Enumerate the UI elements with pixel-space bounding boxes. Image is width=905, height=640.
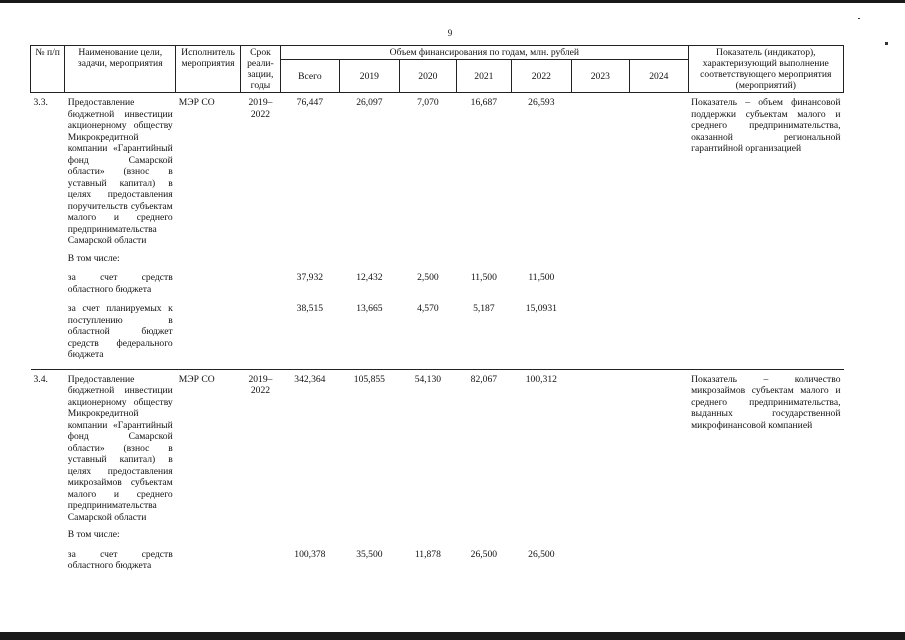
subrow-total: 100,378 <box>294 548 326 560</box>
scan-border-bottom <box>0 632 905 640</box>
scan-speck <box>885 42 888 45</box>
header-executor: Исполнитель мероприятия <box>176 46 241 93</box>
row-indicator: Показатель – объем финансовой поддержки субъектам малого и среднего предпринимательства, оказанной региональной гарантийной организацией <box>688 93 843 247</box>
row-note: В том числе: <box>67 252 120 264</box>
subrow-2019: 13,665 <box>356 303 383 314</box>
subrow-total: 38,515 <box>296 303 324 314</box>
subrow-2019: 12,432 <box>356 272 383 283</box>
subrow-name: за счет планируемых к поступлению в областной бюджет средств федерального бюджета <box>67 303 173 360</box>
header-year-2023: 2023 <box>571 60 630 93</box>
subrow-2019: 35,500 <box>356 548 383 560</box>
table-row <box>31 303 844 369</box>
row-note: В том числе: <box>67 529 120 540</box>
table-row <box>31 369 844 523</box>
table-row <box>31 549 844 580</box>
subrow-total: 37,932 <box>296 272 324 283</box>
header-year-2022: 2022 <box>512 60 572 93</box>
scan-speck <box>858 18 860 19</box>
row-2023 <box>571 93 630 247</box>
row-2019: 26,097 <box>339 93 400 247</box>
subrow-2022: 26,500 <box>528 548 555 560</box>
row-2024 <box>630 93 689 247</box>
header-year-2019: 2019 <box>339 60 400 93</box>
header-year-2020: 2020 <box>400 60 456 93</box>
header-num: № п/п <box>31 46 65 93</box>
header-year-2021: 2021 <box>456 60 511 93</box>
row-2020: 54,130 <box>400 369 456 523</box>
subrow-2020: 4,570 <box>417 303 439 314</box>
header-period: Срок реали- зации, годы <box>240 46 280 93</box>
header-total: Всего <box>281 60 340 93</box>
page-number: 9 <box>447 28 453 38</box>
row-2021: 82,067 <box>456 369 511 523</box>
subrow-2021: 11,500 <box>470 272 497 283</box>
table-row <box>31 93 844 247</box>
row-2019: 105,855 <box>339 369 400 523</box>
subrow-2021: 5,187 <box>473 303 495 314</box>
header-year-2024: 2024 <box>630 60 689 93</box>
row-2020: 7,070 <box>400 93 456 247</box>
subrow-name: за счет средств областного бюджета <box>67 272 173 295</box>
subrow-2022: 15,0931 <box>525 303 557 314</box>
table-header <box>31 46 844 93</box>
table-row <box>31 272 844 303</box>
row-number: 3.3. <box>31 93 65 247</box>
row-executor: МЭР СО <box>176 369 241 523</box>
subrow-2020: 2,500 <box>417 272 439 283</box>
scan-border-top <box>0 0 905 3</box>
table-row <box>31 247 844 273</box>
header-funding: Объем финансирования по годам, млн. рублей <box>281 46 688 60</box>
row-period: 2019–2022 <box>240 93 280 247</box>
table-row <box>31 523 844 549</box>
header-name: Наименование цели, задачи, мероприятия <box>65 46 176 93</box>
row-2023 <box>571 369 630 523</box>
subrow-2021: 26,500 <box>470 548 498 560</box>
row-2021: 16,687 <box>456 93 511 247</box>
row-total: 76,447 <box>281 93 340 247</box>
row-2022: 26,593 <box>512 93 572 247</box>
subrow-2022: 11,500 <box>528 272 555 283</box>
row-executor: МЭР СО <box>176 93 241 247</box>
subrow-2020: 11,878 <box>414 548 441 560</box>
row-name: Предоставление бюджетной инвестиции акционерному обществу Микрокредитной компании «Гарантийный фонд Самарской области» (взнос в уставный капитал) в целях предоставления микрозаймов субъектам малого и среднего предпринимательства Самарской области <box>65 369 176 523</box>
header-indicator: Показатель (индикатор), характеризующий выполнение соответствующего мероприятия (мероприятий) <box>688 46 843 93</box>
row-indicator: Показатель – количество микрозаймов субъектам малого и среднего предпринимательства, выданных государственной микрофинансовой компанией <box>688 369 843 523</box>
row-total: 342,364 <box>281 369 340 523</box>
row-2022: 100,312 <box>512 369 572 523</box>
funding-table <box>30 45 844 580</box>
row-name: Предоставление бюджетной инвестиции акционерному обществу Микрокредитной компании «Гарантийный фонд Самарской области» (взнос в уставный капитал) в целях предоставления поручительств субъектам малого и среднего предпринимательства Самарской области <box>65 93 176 247</box>
row-period: 2019–2022 <box>240 369 280 523</box>
row-number: 3.4. <box>31 369 65 523</box>
row-2024 <box>630 369 689 523</box>
subrow-name: за счет средств областного бюджета <box>67 548 173 571</box>
